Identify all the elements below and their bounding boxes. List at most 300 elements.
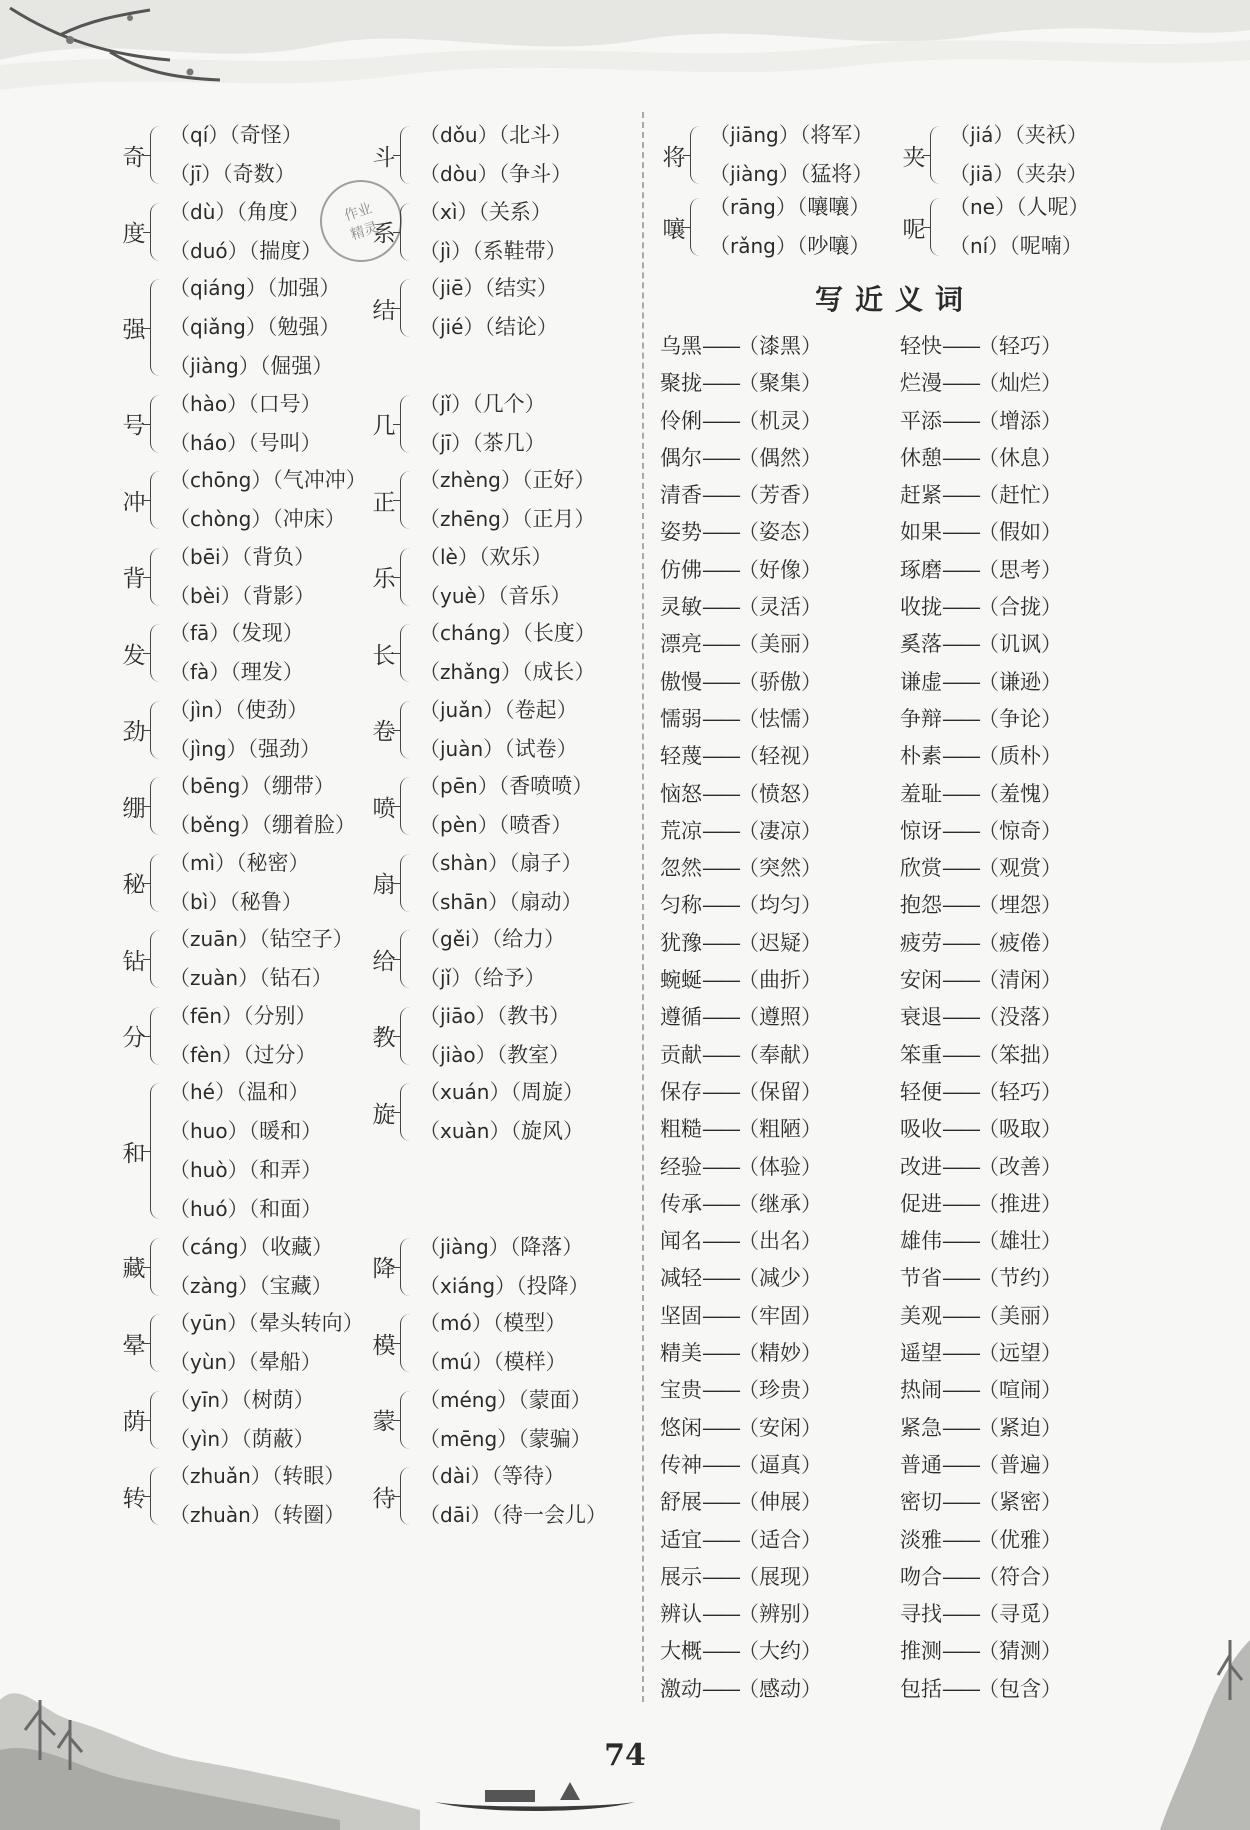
paren-open: （ bbox=[978, 520, 999, 545]
paren-open: （ bbox=[169, 238, 190, 263]
synonym-answer: 逼真 bbox=[759, 1452, 801, 1477]
dash-separator: —— bbox=[942, 557, 978, 582]
paren-close: ） bbox=[1041, 1602, 1062, 1627]
polyphone-cell bbox=[120, 461, 370, 539]
example-word: 长度 bbox=[532, 621, 575, 645]
example-word: 降落 bbox=[520, 1234, 563, 1259]
reading-list bbox=[169, 1228, 333, 1306]
paren-close: ）（ bbox=[497, 1387, 529, 1412]
paren-close: ） bbox=[801, 1490, 822, 1515]
brace-icon bbox=[150, 279, 163, 376]
paren-open: （ bbox=[978, 968, 999, 993]
polyphone-cell bbox=[120, 1304, 370, 1382]
paren-close: ） bbox=[1041, 1117, 1062, 1142]
example-word: 转眼 bbox=[282, 1464, 325, 1488]
paren-close: ） bbox=[1041, 1154, 1062, 1179]
synonym-pair bbox=[660, 1111, 900, 1148]
pinyin: jìn bbox=[190, 697, 214, 722]
reading-line bbox=[419, 1457, 607, 1496]
synonym-answer: 突然 bbox=[759, 856, 801, 881]
brace-icon bbox=[400, 126, 413, 184]
paren-close: ） bbox=[801, 893, 822, 918]
synonym-pair bbox=[660, 1559, 900, 1596]
polyphone-character: 和 bbox=[122, 1140, 146, 1167]
polyphone-entry bbox=[370, 691, 640, 769]
paren-close: ）（ bbox=[483, 736, 515, 761]
polyphone-row bbox=[120, 997, 640, 1075]
polyphone-character: 奇 bbox=[122, 144, 146, 171]
paren-close: ） bbox=[545, 1350, 567, 1374]
paren-close: ） bbox=[801, 1564, 822, 1589]
pinyin: lè bbox=[440, 544, 458, 569]
paren-close: ）（ bbox=[227, 238, 260, 263]
pinyin: zhuǎn bbox=[190, 1464, 251, 1488]
paren-open: （ bbox=[419, 123, 440, 147]
reading-line bbox=[949, 116, 1088, 155]
example-word: 暖和 bbox=[259, 1119, 302, 1143]
paren-close: ） bbox=[801, 1527, 822, 1552]
synonym-answer: 感动 bbox=[759, 1676, 801, 1701]
pinyin: xì bbox=[440, 199, 458, 224]
synonym-word: 淡雅 bbox=[900, 1527, 942, 1552]
polyphone-entry bbox=[120, 614, 370, 692]
synonym-answer: 改善 bbox=[999, 1154, 1041, 1179]
paren-close: ） bbox=[288, 199, 310, 224]
synonym-pair bbox=[660, 925, 900, 962]
reading-line bbox=[419, 1420, 592, 1459]
paren-open: （ bbox=[978, 1154, 999, 1179]
example-word: 秘鲁 bbox=[239, 889, 282, 914]
paren-close: ）（ bbox=[477, 162, 510, 186]
paren-close: ） bbox=[295, 1003, 317, 1028]
synonym-answer: 合拢 bbox=[999, 595, 1041, 620]
polyphone-character: 晕 bbox=[122, 1332, 146, 1359]
dash-separator: —— bbox=[942, 445, 978, 470]
paren-open: （ bbox=[169, 1426, 190, 1451]
synonym-word: 遵循 bbox=[660, 1005, 702, 1030]
reading-list bbox=[169, 1304, 364, 1382]
brace-icon bbox=[150, 126, 163, 184]
synonym-pair bbox=[660, 1447, 900, 1484]
example-word: 模型 bbox=[503, 1311, 546, 1335]
example-word: 钻石 bbox=[269, 966, 312, 990]
example-word: 几个 bbox=[482, 391, 525, 416]
paren-close: ） bbox=[313, 774, 335, 798]
paren-close: ）（ bbox=[500, 468, 533, 492]
paren-close: ） bbox=[1041, 893, 1062, 918]
polyphone-character: 扇 bbox=[372, 872, 396, 898]
paren-close: ） bbox=[544, 927, 566, 951]
example-word: 音乐 bbox=[508, 583, 551, 608]
reading-list bbox=[419, 920, 565, 998]
brace-icon bbox=[150, 854, 163, 912]
synonym-answer: 质朴 bbox=[999, 744, 1041, 769]
synonym-answer: 雄壮 bbox=[999, 1229, 1041, 1254]
polyphone-entry bbox=[120, 997, 370, 1075]
paren-close: ）（ bbox=[488, 889, 520, 914]
paren-open: （ bbox=[978, 1042, 999, 1067]
brace-icon bbox=[150, 701, 163, 759]
synonym-answer: 牢固 bbox=[759, 1303, 801, 1328]
paren-open: （ bbox=[419, 544, 440, 569]
synonym-pair bbox=[660, 440, 900, 477]
reading-line bbox=[419, 538, 571, 577]
synonym-word: 傲慢 bbox=[660, 669, 702, 694]
example-word: 扇子 bbox=[519, 850, 562, 875]
synonym-answer: 休息 bbox=[999, 445, 1041, 470]
paren-open: （ bbox=[738, 1229, 759, 1254]
polyphone-character: 斗 bbox=[372, 144, 396, 171]
dash-separator: —— bbox=[702, 1527, 738, 1552]
paren-open: （ bbox=[419, 660, 440, 684]
synonym-word: 精美 bbox=[660, 1341, 702, 1366]
pinyin: zhǎng bbox=[440, 660, 501, 684]
paren-close: ） bbox=[852, 123, 874, 147]
paren-close: ） bbox=[574, 507, 596, 531]
ink-mountain-right-icon bbox=[1160, 1580, 1250, 1830]
brace-icon bbox=[150, 1314, 163, 1372]
dash-separator: —— bbox=[702, 1639, 738, 1664]
synonym-word: 适宜 bbox=[660, 1527, 702, 1552]
paren-open: （ bbox=[978, 893, 999, 918]
reading-line bbox=[949, 227, 1089, 266]
paren-open: （ bbox=[419, 430, 440, 455]
example-word: 号叫 bbox=[258, 430, 301, 455]
paren-close: ）（ bbox=[477, 813, 510, 837]
paren-close: ） bbox=[574, 660, 596, 684]
paren-close: ） bbox=[801, 706, 822, 731]
synonym-answer: 笨拙 bbox=[999, 1042, 1041, 1067]
reading-line bbox=[419, 883, 583, 922]
pinyin: fà bbox=[190, 660, 210, 684]
polyphone-entry bbox=[370, 1304, 640, 1382]
synonym-pair bbox=[900, 664, 1130, 701]
pinyin: qiǎng bbox=[190, 315, 246, 339]
paren-close: ） bbox=[324, 1503, 346, 1527]
pinyin: yìn bbox=[190, 1426, 221, 1451]
reading-list bbox=[419, 1457, 607, 1535]
paren-close: ） bbox=[311, 966, 333, 990]
synonym-word: 争辩 bbox=[900, 706, 942, 731]
paren-close: ） bbox=[301, 1197, 323, 1221]
paren-open: （ bbox=[978, 1564, 999, 1589]
synonym-pair bbox=[900, 440, 1130, 477]
synonym-word: 吸收 bbox=[900, 1117, 942, 1142]
reading-list bbox=[419, 385, 546, 463]
example-word: 勉强 bbox=[277, 315, 320, 339]
paren-close: ） bbox=[312, 1234, 334, 1259]
reading-line bbox=[419, 1343, 567, 1382]
paren-open: （ bbox=[169, 774, 190, 798]
paren-close: ） bbox=[551, 162, 573, 186]
polyphone-character: 卷 bbox=[372, 719, 396, 745]
paren-open: （ bbox=[169, 276, 190, 300]
polyphone-entry bbox=[370, 767, 640, 845]
paren-close: ） bbox=[295, 1042, 317, 1067]
dash-separator: —— bbox=[702, 781, 738, 806]
paren-open: （ bbox=[738, 1341, 759, 1366]
paren-open: （ bbox=[978, 744, 999, 769]
example-word: 北斗 bbox=[509, 123, 552, 147]
paren-open: （ bbox=[169, 736, 190, 761]
reading-line bbox=[169, 1190, 322, 1229]
paren-open: （ bbox=[978, 1415, 999, 1440]
paren-open: （ bbox=[738, 1005, 759, 1030]
paren-open: （ bbox=[419, 199, 440, 224]
dash-separator: —— bbox=[702, 1564, 738, 1589]
pinyin: bì bbox=[190, 889, 209, 914]
paren-close: ） bbox=[301, 238, 323, 263]
paren-close: ）（ bbox=[497, 1426, 529, 1451]
paren-close: ） bbox=[536, 315, 558, 339]
polyphone-row bbox=[120, 193, 640, 271]
synonym-pair bbox=[900, 738, 1130, 775]
synonym-answer: 机灵 bbox=[759, 408, 801, 433]
paren-open: （ bbox=[169, 1234, 190, 1259]
synonym-pair bbox=[900, 1596, 1130, 1633]
polyphone-character: 几 bbox=[372, 413, 396, 439]
paren-close: ）（ bbox=[489, 1080, 521, 1104]
polyphone-row bbox=[120, 116, 640, 194]
paren-close: ）（ bbox=[227, 1158, 260, 1182]
synonym-word: 大概 bbox=[660, 1639, 702, 1664]
polyphone-row bbox=[120, 269, 640, 386]
polyphone-cell bbox=[120, 538, 370, 616]
reading-line bbox=[169, 232, 322, 271]
reading-list bbox=[419, 538, 571, 616]
dash-separator: —— bbox=[942, 706, 978, 731]
paren-close: ） bbox=[852, 162, 874, 186]
synonym-pair bbox=[900, 1372, 1130, 1409]
example-word: 和弄 bbox=[259, 1158, 302, 1182]
polyphone-cell bbox=[660, 116, 900, 194]
paren-open: （ bbox=[169, 927, 190, 951]
synonym-pair bbox=[660, 1074, 900, 1111]
polyphone-character: 绷 bbox=[122, 795, 146, 822]
paren-open: （ bbox=[738, 1452, 759, 1477]
paren-open: （ bbox=[978, 483, 999, 508]
dash-separator: —— bbox=[702, 408, 738, 433]
reading-line bbox=[419, 424, 546, 463]
paren-close: ）（ bbox=[251, 468, 283, 492]
paren-close: ） bbox=[801, 1191, 822, 1216]
pinyin: jiàng bbox=[440, 1234, 489, 1259]
example-word: 角度 bbox=[246, 199, 289, 224]
paren-open: （ bbox=[169, 1158, 190, 1182]
paren-open: （ bbox=[738, 930, 759, 955]
synonym-answer: 假如 bbox=[999, 520, 1041, 545]
polyphone-row bbox=[120, 1304, 640, 1382]
dash-separator: —— bbox=[942, 1676, 978, 1701]
pinyin: zhèng bbox=[440, 468, 501, 492]
example-word: 口号 bbox=[258, 391, 301, 416]
polyphone-character: 待 bbox=[372, 1485, 396, 1512]
example-word: 过分 bbox=[253, 1042, 296, 1067]
paren-close: ） bbox=[1041, 706, 1062, 731]
synonym-pair bbox=[900, 1335, 1130, 1372]
paren-close: ）（ bbox=[501, 621, 533, 645]
polyphone-entry bbox=[900, 116, 1130, 194]
synonym-answer: 怯懦 bbox=[759, 706, 801, 731]
dash-separator: —— bbox=[702, 557, 738, 582]
synonym-answer: 减少 bbox=[759, 1266, 801, 1291]
paren-open: （ bbox=[738, 1042, 759, 1067]
paren-open: （ bbox=[738, 1079, 759, 1104]
polyphone-cell bbox=[370, 1304, 640, 1382]
paren-open: （ bbox=[419, 736, 440, 761]
dash-separator: —— bbox=[702, 856, 738, 881]
reading-list bbox=[169, 538, 315, 616]
synonym-word: 舒展 bbox=[660, 1490, 702, 1515]
reading-line bbox=[419, 1381, 592, 1420]
polyphone-cell bbox=[370, 614, 640, 692]
reading-line bbox=[169, 767, 356, 806]
paren-close: ）（ bbox=[250, 1464, 283, 1488]
paren-close: ） bbox=[574, 621, 596, 645]
paren-open: （ bbox=[169, 544, 190, 569]
synonym-answer: 凄凉 bbox=[759, 818, 801, 843]
reading-list bbox=[169, 193, 322, 271]
paren-close: ） bbox=[294, 544, 316, 569]
reading-list bbox=[709, 116, 873, 194]
synonym-pair bbox=[900, 552, 1130, 589]
pinyin: chōng bbox=[190, 468, 252, 492]
paren-close: ） bbox=[1041, 445, 1062, 470]
reading-line bbox=[169, 653, 304, 692]
paren-open: （ bbox=[419, 1464, 440, 1488]
paren-open: （ bbox=[738, 1303, 759, 1328]
paren-open: （ bbox=[738, 818, 759, 843]
synonym-pair bbox=[900, 1633, 1130, 1670]
paren-open: （ bbox=[738, 1378, 759, 1403]
synonym-answer: 美丽 bbox=[759, 632, 801, 657]
paren-close: ） bbox=[801, 781, 822, 806]
reading-line bbox=[169, 116, 303, 155]
paren-close: ） bbox=[551, 123, 573, 147]
synonym-word: 疲劳 bbox=[900, 930, 942, 955]
paren-open: （ bbox=[978, 669, 999, 694]
synonym-pair bbox=[900, 1559, 1130, 1596]
synonym-answer: 体验 bbox=[759, 1154, 801, 1179]
pinyin: jiā bbox=[970, 162, 994, 186]
paren-close: ） bbox=[801, 371, 822, 396]
dash-separator: —— bbox=[942, 1191, 978, 1216]
paren-close: ） bbox=[281, 889, 303, 914]
example-word: 待一会儿 bbox=[502, 1503, 587, 1527]
pinyin: zuàn bbox=[190, 966, 239, 990]
example-word: 钻空子 bbox=[269, 927, 333, 951]
example-word: 树荫 bbox=[251, 1387, 294, 1412]
synonym-pair bbox=[900, 1149, 1130, 1186]
reading-list bbox=[169, 461, 367, 539]
paren-open: （ bbox=[169, 621, 190, 645]
paren-close: ）（ bbox=[238, 1273, 270, 1298]
synonym-word: 美观 bbox=[900, 1303, 942, 1328]
reading-list bbox=[169, 1073, 322, 1229]
pinyin: bēng bbox=[190, 774, 241, 798]
synonym-answer: 灵活 bbox=[759, 595, 801, 620]
synonym-pair bbox=[660, 1410, 900, 1447]
reading-line bbox=[169, 500, 367, 539]
paren-close: ）（ bbox=[227, 1311, 259, 1335]
paren-close: ）（ bbox=[226, 736, 258, 761]
reading-line bbox=[419, 1496, 607, 1535]
pinyin: jī bbox=[190, 162, 202, 186]
synonym-word: 清香 bbox=[660, 483, 702, 508]
paren-close: ）（ bbox=[472, 1350, 504, 1374]
paren-close: ）（ bbox=[775, 195, 808, 219]
example-word: 争斗 bbox=[509, 162, 552, 186]
synonym-word: 密切 bbox=[900, 1490, 942, 1515]
paren-open: （ bbox=[978, 1676, 999, 1701]
paren-open: （ bbox=[419, 1503, 440, 1527]
pinyin: jiàng bbox=[730, 162, 779, 186]
paren-close: ） bbox=[1041, 408, 1062, 433]
synonym-word: 展示 bbox=[660, 1564, 702, 1589]
reading-line bbox=[169, 538, 315, 577]
synonym-word: 经验 bbox=[660, 1154, 702, 1179]
paren-open: （ bbox=[978, 1079, 999, 1104]
paren-close: ） bbox=[293, 1426, 315, 1451]
paren-close: ）（ bbox=[457, 544, 490, 569]
paren-close: ） bbox=[572, 774, 594, 798]
paren-open: （ bbox=[169, 1273, 190, 1298]
synonym-word: 吻合 bbox=[900, 1564, 942, 1589]
polyphone-section-right bbox=[660, 116, 1130, 266]
polyphone-row bbox=[120, 767, 640, 845]
brace-icon bbox=[150, 1391, 163, 1449]
brace-icon bbox=[150, 624, 163, 682]
dash-separator: —— bbox=[942, 669, 978, 694]
paren-open: （ bbox=[738, 1415, 759, 1440]
synonym-pair bbox=[660, 1372, 900, 1409]
dash-separator: —— bbox=[702, 744, 738, 769]
paren-open: （ bbox=[738, 520, 759, 545]
polyphone-character: 发 bbox=[122, 642, 146, 669]
polyphone-entry bbox=[370, 193, 640, 271]
paren-open: （ bbox=[419, 276, 440, 300]
synonym-pair bbox=[900, 999, 1130, 1036]
paren-open: （ bbox=[169, 430, 190, 455]
dash-separator: —— bbox=[942, 893, 978, 918]
synonym-pair bbox=[900, 1410, 1130, 1447]
example-word: 理发 bbox=[240, 660, 283, 684]
pinyin: jiāng bbox=[730, 123, 779, 147]
reading-list bbox=[169, 844, 310, 922]
paren-close: ） bbox=[301, 1158, 323, 1182]
stamp-line-1: 作业 bbox=[342, 200, 375, 225]
example-word: 夹杂 bbox=[1024, 162, 1067, 186]
polyphone-entry bbox=[370, 614, 640, 692]
synonym-pair bbox=[900, 925, 1130, 962]
pinyin: mēng bbox=[440, 1426, 498, 1451]
paren-close: ）（ bbox=[251, 507, 283, 531]
brace-icon bbox=[150, 777, 163, 835]
paren-open: （ bbox=[978, 445, 999, 470]
synonym-word: 抱怨 bbox=[900, 893, 942, 918]
paren-open: （ bbox=[978, 1452, 999, 1477]
paren-close: ） bbox=[1041, 632, 1062, 657]
paren-close: ） bbox=[801, 632, 822, 657]
paren-close: ） bbox=[568, 1273, 590, 1298]
polyphone-character: 给 bbox=[372, 948, 396, 975]
reading-line bbox=[169, 997, 317, 1036]
example-word: 分别 bbox=[253, 1003, 296, 1028]
synonym-answer: 聚集 bbox=[759, 371, 801, 396]
brace-icon bbox=[400, 395, 413, 453]
paren-close: ）（ bbox=[477, 774, 510, 798]
reading-line bbox=[169, 461, 367, 500]
